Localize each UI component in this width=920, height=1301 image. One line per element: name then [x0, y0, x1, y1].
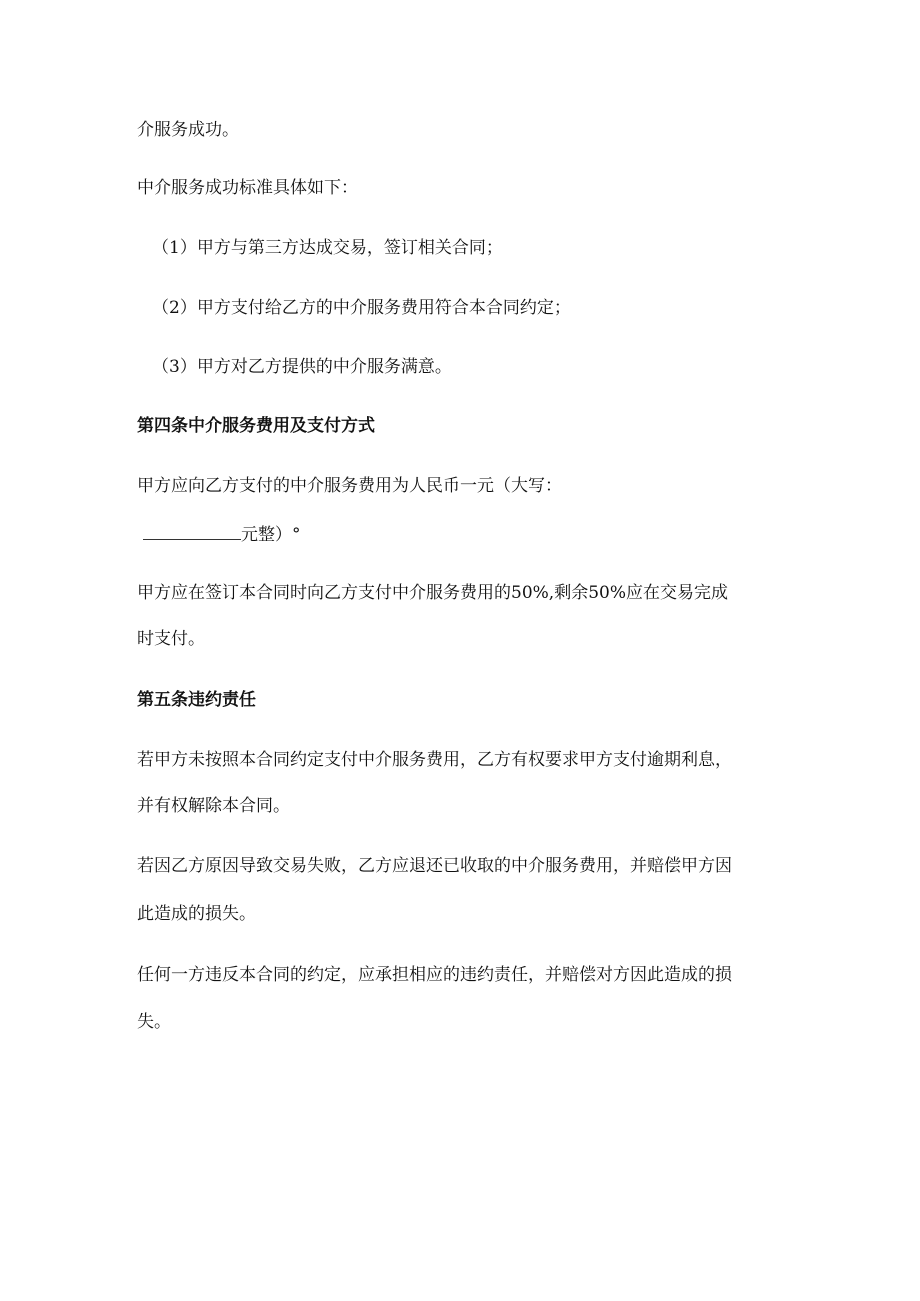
fee-tail: 元整）° — [241, 525, 301, 545]
payment-line-2: 时支付。 — [137, 629, 205, 649]
breach-para1-line2: 并有权解除本合同。 — [137, 796, 290, 816]
fee-amount-line — [143, 523, 301, 546]
breach-para2-line1: 若因乙方原因导致交易失败，乙方应退还已收取的中介服务费用，并赔偿甲方因 — [137, 856, 732, 876]
list-item-2: （2）甲方支付给乙方的中介服务费用符合本合同约定； — [152, 298, 571, 318]
breach-para1-line1: 若甲方未按照本合同约定支付中介服务费用，乙方有权要求甲方支付逾期利息， — [137, 750, 732, 770]
text-line-p1: 介服务成功。 — [137, 120, 239, 140]
article5-heading: 第五条违约责任 — [137, 690, 256, 710]
breach-para2-line2: 此造成的损失。 — [137, 904, 256, 924]
list-item-3: （3）甲方对乙方提供的中介服务满意。 — [152, 357, 452, 377]
breach-para3-line2: 失。 — [137, 1012, 171, 1032]
amount-blank — [143, 523, 241, 540]
breach-para3-line1: 任何一方违反本合同的约定，应承担相应的违约责任，并赔偿对方因此造成的损 — [137, 965, 732, 985]
fee-line: 甲方应向乙方支付的中介服务费用为人民币一元（大写： — [137, 476, 562, 496]
text-line-p2: 中介服务成功标准具体如下： — [137, 178, 358, 198]
payment-line-1: 甲方应在签订本合同时向乙方支付中介服务费用的50%,剩余50%应在交易完成 — [137, 583, 728, 603]
list-item-1: （1）甲方与第三方达成交易，签订相关合同； — [152, 238, 503, 258]
article4-heading: 第四条中介服务费用及支付方式 — [137, 416, 375, 436]
